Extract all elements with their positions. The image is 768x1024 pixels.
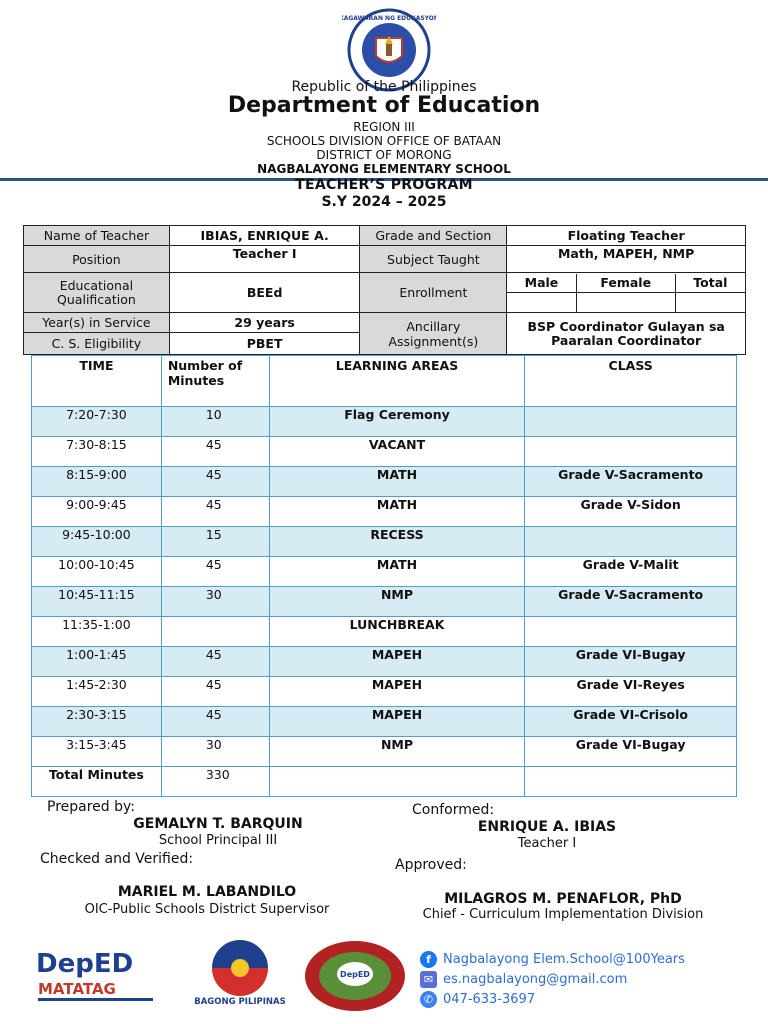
email-text: es.nagbalayong@gmail.com xyxy=(443,972,628,987)
minutes-header: Number of Minutes xyxy=(161,356,269,407)
conformed-title: Teacher I xyxy=(517,836,577,851)
schedule-row xyxy=(32,527,737,557)
schedule-learning-area: NMP xyxy=(269,737,525,767)
schedule-learning-area: NMP xyxy=(269,587,525,617)
conformed-name: ENRIQUE A. IBIAS xyxy=(477,819,617,835)
email-icon: ✉ xyxy=(420,971,437,988)
schedule-time: 7:30-8:15 xyxy=(32,437,162,467)
subject-label: Subject Taught xyxy=(360,246,507,273)
prepared-by-name: GEMALYN T. BARQUIN xyxy=(133,816,303,832)
facebook-text: Nagbalayong Elem.School@100Years xyxy=(443,952,685,967)
schedule-minutes: 30 xyxy=(161,587,269,617)
schedule-learning-area: LUNCHBREAK xyxy=(269,617,525,647)
schedule-learning-area: Flag Ceremony xyxy=(269,407,525,437)
schedule-class: Grade VI-Reyes xyxy=(525,677,737,707)
deped-matatag-logo xyxy=(34,942,159,1006)
position-value: Teacher I xyxy=(169,246,360,273)
phone-text: 047-633-3697 xyxy=(443,992,536,1007)
schedule-header-row xyxy=(32,356,737,407)
svg-text:BAGONG PILIPINAS: BAGONG PILIPINAS xyxy=(194,997,286,1007)
schedule-minutes: 45 xyxy=(161,647,269,677)
republic-line: Republic of the Philippines xyxy=(291,79,477,95)
approved-name: MILAGROS M. PENAFLOR, PhD xyxy=(444,891,682,907)
schedule-row xyxy=(32,587,737,617)
schedule-time: 10:45-11:15 xyxy=(32,587,162,617)
schedule-minutes: 45 xyxy=(161,497,269,527)
grade-section-value: Floating Teacher xyxy=(507,226,746,246)
schedule-time: 9:00-9:45 xyxy=(32,497,162,527)
schedule-minutes: 45 xyxy=(161,437,269,467)
schedule-learning-area: MAPEH xyxy=(269,677,525,707)
grade-section-label: Grade and Section xyxy=(360,226,507,246)
school-name: NAGBALAYONG ELEMENTARY SCHOOL xyxy=(257,162,511,176)
enrollment-female-value xyxy=(576,293,675,312)
schedule-row xyxy=(32,617,737,647)
schedule-learning-area: RECESS xyxy=(269,527,525,557)
svg-text:DepED: DepED xyxy=(36,949,134,979)
education-label: Educational Qualification xyxy=(24,273,170,313)
ancillary-value: BSP Coordinator Gulayan sa Paaralan Coordinator xyxy=(507,313,746,355)
schedule-learning-area: MAPEH xyxy=(269,707,525,737)
region-line: REGION III xyxy=(353,120,415,134)
total-empty-class xyxy=(525,767,737,797)
checked-by-name: MARIEL M. LABANDILO xyxy=(117,884,297,900)
ancillary-label: Ancillary Assignment(s) xyxy=(360,313,507,355)
schedule-time: 8:15-9:00 xyxy=(32,467,162,497)
schedule-class: Grade V-Sacramento xyxy=(525,467,737,497)
total-minutes-label: Total Minutes xyxy=(32,767,162,797)
schedule-minutes: 15 xyxy=(161,527,269,557)
conformed-label: Conformed: xyxy=(412,802,495,818)
program-title: TEACHER’S PROGRAM xyxy=(295,177,473,193)
name-value: IBIAS, ENRIQUE A. xyxy=(169,226,360,246)
years-label: Year(s) in Service xyxy=(24,313,170,333)
total-row xyxy=(32,767,737,797)
enrollment-label: Enrollment xyxy=(360,273,507,313)
schedule-class: Grade V-Malit xyxy=(525,557,737,587)
schedule-minutes: 45 xyxy=(161,677,269,707)
schedule-minutes xyxy=(161,617,269,647)
schedule-time: 3:15-3:45 xyxy=(32,737,162,767)
email-contact[interactable] xyxy=(420,971,627,988)
schedule-row xyxy=(32,407,737,437)
school-seal-logo xyxy=(303,940,407,1012)
schedule-minutes: 10 xyxy=(161,407,269,437)
district-line: DISTRICT OF MORONG xyxy=(316,148,452,162)
schedule-time: 10:00-10:45 xyxy=(32,557,162,587)
time-header: TIME xyxy=(32,356,162,407)
svg-text:DepED: DepED xyxy=(340,970,370,979)
schedule-time: 2:30-3:15 xyxy=(32,707,162,737)
schedule-class: Grade VI-Bugay xyxy=(525,647,737,677)
enrollment-total-value xyxy=(675,293,745,312)
schedule-table xyxy=(31,355,737,797)
bagong-pilipinas-logo xyxy=(178,938,303,1010)
subject-value: Math, MAPEH, NMP xyxy=(507,246,746,273)
name-label: Name of Teacher xyxy=(24,226,170,246)
schedule-time: 1:00-1:45 xyxy=(32,647,162,677)
years-value: 29 years xyxy=(169,313,360,333)
school-year: S.Y 2024 – 2025 xyxy=(321,194,447,210)
svg-text:MATATAG: MATATAG xyxy=(38,980,116,998)
prepared-by-title: School Principal III xyxy=(158,833,278,848)
schedule-class xyxy=(525,527,737,557)
facebook-contact[interactable] xyxy=(420,951,685,968)
schedule-row xyxy=(32,557,737,587)
facebook-icon: f xyxy=(420,951,437,968)
total-empty-area xyxy=(269,767,525,797)
schedule-row xyxy=(32,737,737,767)
checked-label: Checked and Verified: xyxy=(40,851,194,867)
schedule-class: Grade V-Sidon xyxy=(525,497,737,527)
enrollment-male-header: Male xyxy=(507,274,576,293)
learning-areas-header: LEARNING AREAS xyxy=(269,356,525,407)
division-line: SCHOOLS DIVISION OFFICE OF BATAAN xyxy=(266,134,502,148)
approved-title: Chief - Curriculum Implementation Division xyxy=(422,907,704,922)
schedule-minutes: 45 xyxy=(161,707,269,737)
schedule-minutes: 45 xyxy=(161,467,269,497)
schedule-time: 7:20-7:30 xyxy=(32,407,162,437)
schedule-row xyxy=(32,497,737,527)
prepared-by-label: Prepared by: xyxy=(47,799,135,815)
enrollment-grid xyxy=(507,274,745,312)
class-header: CLASS xyxy=(525,356,737,407)
education-value: BEEd xyxy=(169,273,360,313)
schedule-learning-area: MATH xyxy=(269,557,525,587)
schedule-class: Grade VI-Crisolo xyxy=(525,707,737,737)
svg-text:KAGAWARAN NG EDUKASYON: KAGAWARAN NG EDUKASYON xyxy=(342,15,436,22)
schedule-time: 11:35-1:00 xyxy=(32,617,162,647)
schedule-row xyxy=(32,467,737,497)
schedule-time: 9:45-10:00 xyxy=(32,527,162,557)
approved-label: Approved: xyxy=(395,857,467,873)
phone-contact[interactable] xyxy=(420,991,535,1008)
cs-eligibility-value: PBET xyxy=(169,333,360,355)
schedule-class xyxy=(525,407,737,437)
checked-by-title: OIC-Public Schools District Supervisor xyxy=(84,902,330,917)
schedule-learning-area: MAPEH xyxy=(269,647,525,677)
enrollment-total-header: Total xyxy=(675,274,745,293)
schedule-row xyxy=(32,647,737,677)
schedule-minutes: 30 xyxy=(161,737,269,767)
enrollment-male-value xyxy=(507,293,576,312)
schedule-learning-area: VACANT xyxy=(269,437,525,467)
cs-eligibility-label: C. S. Eligibility xyxy=(24,333,170,355)
schedule-class: Grade V-Sacramento xyxy=(525,587,737,617)
total-minutes-value: 330 xyxy=(161,767,269,797)
schedule-learning-area: MATH xyxy=(269,467,525,497)
phone-icon: ✆ xyxy=(420,991,437,1008)
schedule-learning-area: MATH xyxy=(269,497,525,527)
schedule-row xyxy=(32,677,737,707)
schedule-minutes: 45 xyxy=(161,557,269,587)
schedule-row xyxy=(32,437,737,467)
schedule-row xyxy=(32,707,737,737)
enrollment-cell xyxy=(507,273,746,313)
department-title: Department of Education xyxy=(227,93,541,118)
enrollment-female-header: Female xyxy=(576,274,675,293)
teacher-info-table xyxy=(23,225,746,355)
schedule-class: Grade VI-Bugay xyxy=(525,737,737,767)
schedule-class xyxy=(525,437,737,467)
position-label: Position xyxy=(24,246,170,273)
schedule-class xyxy=(525,617,737,647)
schedule-time: 1:45-2:30 xyxy=(32,677,162,707)
